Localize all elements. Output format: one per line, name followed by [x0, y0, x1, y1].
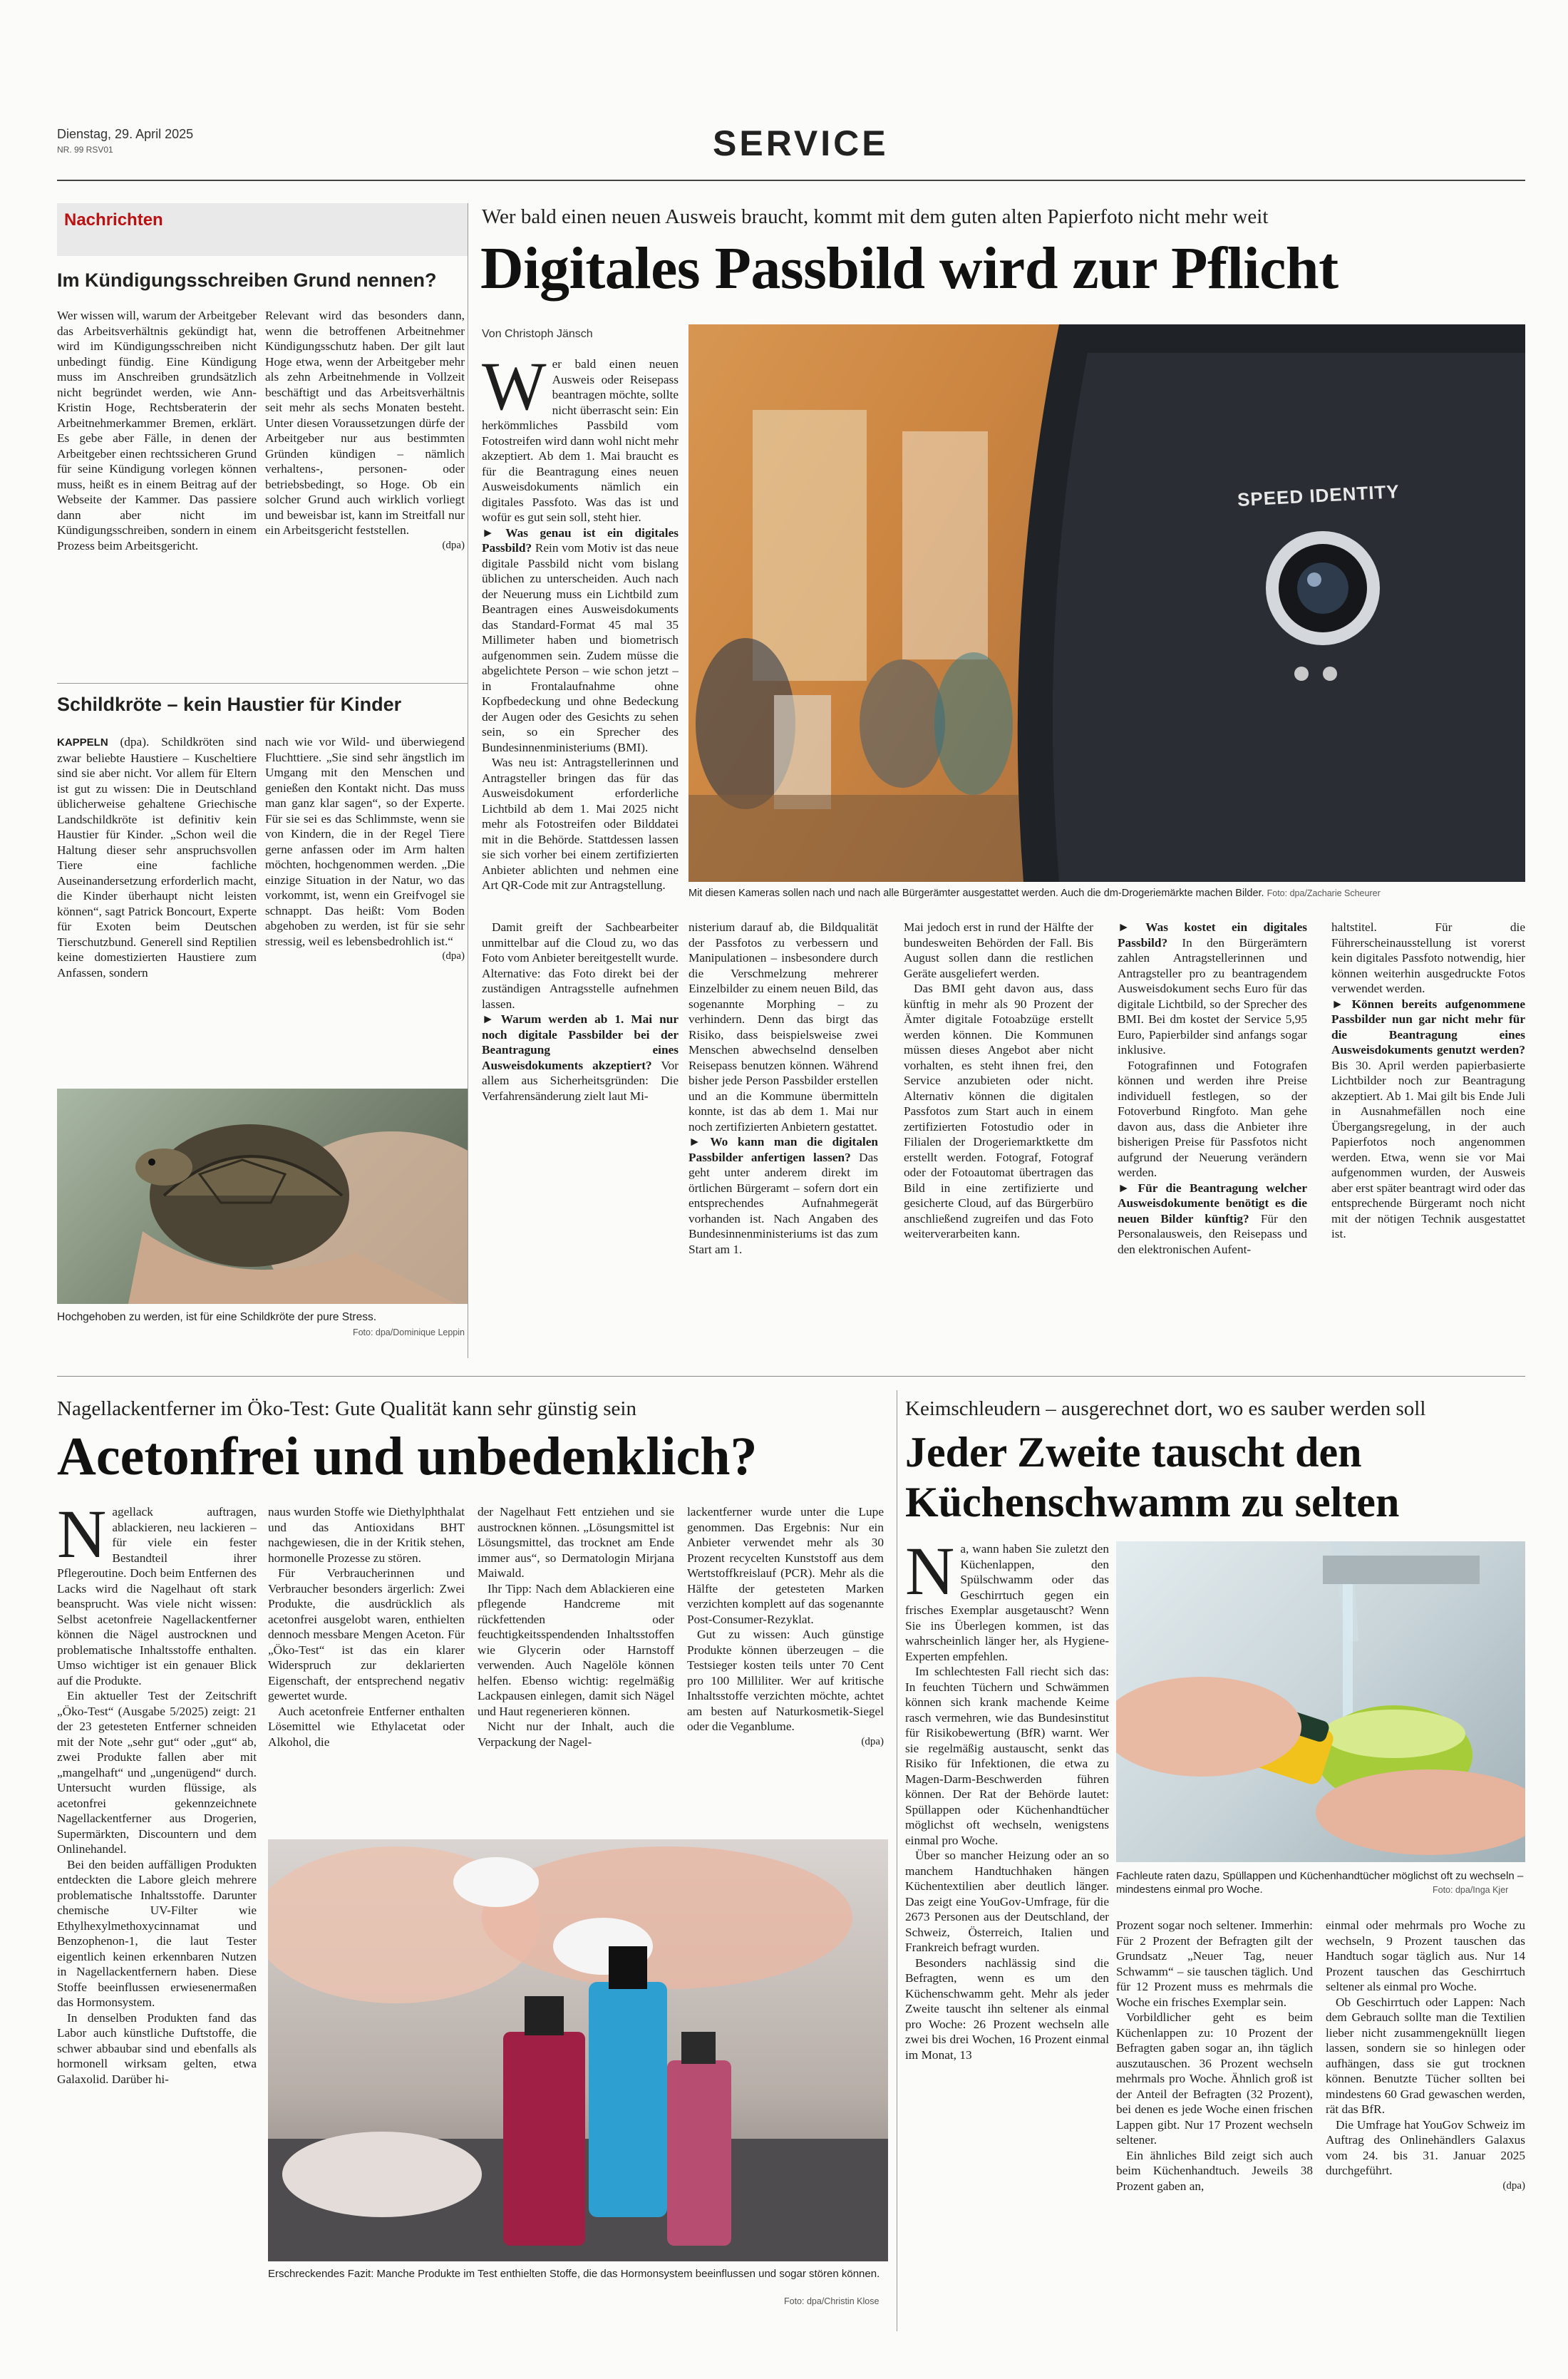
news1-col2: Relevant wird das besonders dann, wenn die betroffenen Arbeitnehmer Kündigungsschutz haben. Der gilt laut Hoge etwa, wenn der Arbeitgeber mehr als zehn Arbeitnehmende in Vollzeit beschäftigt und das Arbeitsverhältnis seit mehr als sechs Monaten besteht. Unter diesen Voraussetzungen dürfe der Arbeitgeber nur aus bestimmten Gründen kündigen – nämlich verhaltens-, personen- oder betriebsbedingt, so Hoge. Ob ein solcher Grund auch wirklich vorliegt und beweisbar ist, kann im Streitfall nur ein Arbeitsgericht feststellen. (dpa) — [265, 308, 465, 679]
sponge-tag: (dpa) — [1502, 2179, 1525, 2192]
news1-col1: Wer wissen will, warum der Arbeitgeber das Arbeitsverhältnis gekündigt hat, wird im Kündigungsschreiben nicht unbedingt fündig. Eine Kündigung muss im Anschreiben grundsätzlich nicht begründet werden, wie Ann-Kristin Hoge, Rechtsberaterin der Arbeitnehmerkammer Bremen, erklärt. Es gebe aber Fälle, in denen der Arbeitgeber einen rechtssicheren Grund für seine Kündigung vorlegen können muss, heißt es in einem Beitrag auf der Webseite der Kammer. Das passiere dann aber nicht im Kündigungsschreiben, sondern in einem Prozess beim Arbeitsgericht. — [57, 309, 257, 553]
lead-photo-credit: Foto: dpa/Zacharie Scheurer — [1267, 888, 1381, 898]
lead-dropcap: W — [482, 356, 547, 424]
lead-kicker: Wer bald einen neuen Ausweis braucht, kommt mit dem guten alten Papierfoto nicht mehr weit — [482, 205, 1269, 228]
kiosk-illustration — [688, 324, 1525, 882]
nail-col0: N agellack auftragen, ablackieren, neu lackieren – für viele ein fester Bestandteil ihrer Pflegeroutine. Doch beim Entfernen des Lacks wird die Nagelhaut oft stark beansprucht. Was viele nicht wissen: Selbst acetonfreie Nagellackentferner können die Nägel austrocknen und problematische Inhaltsstoffe enthalten. Umso wichtiger ist ein genauer Blick auf die Produkte. Ein aktueller Test der Zeitschrift „Öko-Test“ (Ausgabe 5/2025) zeigt: 21 der 23 getesteten Entferner schneiden mit der Note „sehr gut“ oder „gut“ ab, zwei Produkte fallen aber mit „mangelhaft“ und „ungenügend“ durch. Untersucht wurden flüssige, als acetonfrei gekennzeichnete Nagellackentferner aus Drogerien, Supermärkten, Discountern und dem Onlinehandel. Bei den beiden auffälligen Produkten entdeckten die Labore gleich mehrere problematische Inhaltsstoffe. Darunter chemische UV-Filter wie Ethylhexylmethoxycinnamat und Benzophenon-1, die laut Tester eigentlich keinen erkennbaren Nutzen in Nagellackentfernern haben. Diese Stoffe beeinflussen erwiesenermaßen das Hormonsystem. In denselben Produkten fand das Labor auch künstliche Duftstoffe, die schwer abbaubar sind und ebenfalls als hormonell wirksam gelten, etwa Galaxolid. Darüber hi- — [57, 1504, 257, 2086]
sponge-headline — [905, 1427, 1399, 1527]
nail-dropcap: N — [57, 1504, 107, 1572]
lead-col0-tail: Damit greift der Sachbearbeiter unmittelbar auf die Cloud zu, wo das Foto vom Anbieter bereitgestellt wurde. Alternative: das Foto direkt bei der zuständigen Antragsstelle aufnehmen lassen. ► Warum werden ab 1. Mai nur noch digitale Passbilder bei der Beantragung eines Ausweisdokuments akzeptiert? Vor allem aus Sicherheitsgründen: Die Verfahrensänderung zielt laut Mi- — [482, 920, 679, 1103]
lead-col2: Mai jedoch erst in rund der Hälfte der bundesweiten Behörden der Fall. Bis August sollen dann die restlichen Geräte ausgeliefert werden. Das BMI geht davon aus, dass künftig in mehr als 90 Prozent der Ämter digitale Fotoabzüge erstellt werden können. Die Kommunen müssen dieses Angebot aber nicht vorhalten, es steht ihnen frei, den Service anzubieten oder nicht. Alternativ können die digitalen Passfotos zum Start auch in einem zertifizierten Fotostudio oder in Filialen der Drogeriemarktkette dm erstellt werden. Fotograf, Fotograf oder der Fotoautomat übertragen das Bild in eine zertifizierte und gesicherte Cloud, auf das Bürgerbüro anschließend zugreifen und das Foto weiterverarbeiten kann. — [904, 920, 1093, 1240]
nail-kicker: Nagellackentferner im Öko-Test: Gute Qualität kann sehr günstig sein — [57, 1397, 636, 1420]
nail-credit: Foto: dpa/Christin Klose — [784, 2296, 880, 2306]
section-rule — [57, 1376, 1525, 1377]
news2-dateline: KAPPELN — [57, 736, 108, 749]
sponge-col2: einmal oder mehrmals pro Woche zu wechseln, 9 Prozent tauschen das Handtuch sogar täglich aus. Nur 14 Prozent tauschen das Geschirrtuch seltener als einmal pro Woche. Ob Geschirrtuch oder Lappen: Nach dem Gebrauch sollte man die Textilien lieber nicht zusammengeknüllt liegen lassen, sondern sie so hinlegen oder aufhängen, dass sie gut trocknen können. Benutzte Tücher sollten bei mindestens 60 Grad gewaschen werden, rät das BfR. Die Umfrage hat YouGov Schweiz im Auftrag des Onlinehändlers Galaxus vom 24. bis 31. Januar 2025 durchgeführt. (dpa) — [1326, 1918, 1525, 2345]
tortoise-caption: Hochgehoben zu werden, ist für eine Schildkröte der pure Stress. — [57, 1311, 377, 1323]
tortoise-illustration — [57, 1089, 468, 1304]
lead-byline: Von Christoph Jänsch — [482, 328, 593, 340]
section-title: SERVICE — [713, 123, 889, 163]
lead-q1: ► Was genau ist ein digitales Passbild? — [482, 525, 679, 555]
news-divider — [57, 683, 468, 684]
lead-col4: haltstitel. Für die Führerscheinausstellung ist vorerst kein digitales Passfoto notwendig, hier können weiterhin ausgedruckte Fotos verwendet werden. ► Können bereits aufgenommene Passbilder nun gar nicht mehr für die Beantragung eines Ausweisdokuments genutzt werden? Bis 30. April werden papierbasierte Lichtbilder noch zur Beantragung akzeptiert. Ab 1. Mai gilt bis Ende Juli in Ausnahmefällen noch eine Übergangsregelung, in der auch Papierfotos noch angenommen werden. Etwa, wenn sie vor Mai aufgenommen wurden, der Ausweis aber erst später beantragt wird oder das entsprechende Bürgeramt noch nicht mit der nötigen Technik ausgestattet ist. — [1331, 920, 1525, 1240]
header-issue: NR. 99 RSV01 — [57, 145, 113, 155]
nail-illustration — [268, 1839, 888, 2261]
lead-q4: ► Was kostet ein digitales Passbild? — [1118, 920, 1307, 950]
sponge-kicker: Keimschleudern – ausgerechnet dort, wo es sauber werden soll — [905, 1397, 1426, 1420]
news2-col2: nach wie vor Wild- und überwiegend Fluchttiere. „Sie sind sehr ängstlich im Umgang mit den Menschen und genießen den Kontakt nicht. Das muss man ganz klar sagen“, so der Experte. Für sie sei es das Schlimmste, wenn sie von Kindern, die in der Regel Tiere gerne anfassen oder im Arm halten möchten, hochgenommen werden. „Die einzige Situation in der Natur, wo das vorkommt, ist, wenn ein Greifvogel sie schnappt. Das heißt: Vom Boden abgehoben zu werden, ist für sie sehr stressig, weil es lebensbedrohlich ist.“ (dpa) — [265, 734, 465, 1082]
sponge-col0: N a, wann haben Sie zuletzt den Küchenlappen, den Spülschwamm oder das Geschirrtuch gegen ein frisches Exemplar ausgetauscht? Wenn Sie ins Überlegen kommen, ist das wahrscheinlich länger her, als Hygiene-Experten empfehlen. Im schlechtesten Fall riecht sich das: In feuchten Tüchern und Schwämmen können sich krank machende Keime rasch vermehren, wie das Bundesinstitut für Risikobewertung (BfR) warnt. Wer sie regelmäßig austauscht, senkt das Risiko für Infektionen, die etwa zu Magen-Darm-Beschwerden führen können. Der Rat der Behörde lautet: Spüllappen oder Küchenhandtücher möglichst oft wechseln, wenigstens einmal pro Woche. Über so mancher Heizung oder an so manchem Handtuchhaken hängen Küchentextilien aber deutlich länger. Das zeigt eine YouGov-Umfrage, für die 2673 Personen aus der Deutschland, der Schweiz, Österreich, Italien und Frankreich befragt wurden. Besonders nachlässig sind die Befragten, wenn es um den Küchenschwamm geht. Mehr als jeder Zweite tauscht ihn seltener als einmal pro Woche: 26 Prozent wechseln alle zwei bis drei Wochen, 16 Prozent einmal im Monat, 13 — [905, 1541, 1109, 2062]
news1-title: Im Kündigungsschreiben Grund nennen? — [57, 269, 437, 291]
tortoise-photo — [57, 1089, 468, 1304]
nail-col1: naus wurden Stoffe wie Diethylphthalat und das Antioxidans BHT nachgewiesen, die in der Kritik stehen, hormonelle Prozesse zu stören. Für Verbraucherinnen und Verbraucher besonders ärgerlich: Zwei Produkte, die ausdrücklich als acetonfrei ausgelobt waren, enthielten dennoch messbare Mengen Aceton. Für „Öko-Test“ ist das ein klarer Widerspruch zur deklarierten Eigenschaft, der entsprechend negativ gewertet wurde. Auch acetonfreie Entferner enthalten Lösemittel wie Ethylacetat oder Alkohol, die — [268, 1505, 465, 1749]
news2-col1: KAPPELN (dpa). Schildkröten sind zwar beliebte Haustiere – Kuscheltiere sind sie aber nicht. Vor allem für Eltern ist gut zu wissen: Die in Deutschland üblicherweise gehaltene Griechische Landschildkröte ist definitiv kein Haustier für Kinder. „Schon weil die Haltung dieser sehr anspruchsvollen Tiere eine fachliche Auseinandersetzung erforderlich macht, die Kinder überhaupt nicht leisten können“, sagt Patrick Boncourt, Experte für Exoten beim Deutschen Tierschutzbund. Generell sind Reptilien keine domestizierten Haustiere zum Anfassen, sondern — [57, 735, 257, 980]
sponge-credit: Foto: dpa/Inga Kjer — [1433, 1885, 1509, 1895]
lead-col3: ► Was kostet ein digitales Passbild? In den Bürgerämtern zahlen Antragstellerinnen und Antragsteller pro zu beantragendem Ausweisdokument sechs Euro für das digitale Lichtbild, so der Sprecher des BMI. Bei dm kostet der Service 5,95 Euro, Papierbilder sind anfangs sogar inklusive. Fotografinnen und Fotografen können und werden ihre Preise individuell festlegen, so der Fotoverbund Ringfoto. Man gehe davon aus, dass die Anbieter ihre bisherigen Preise für Passfotos nicht aufgrund der Neuerung verändern werden. ► Für die Beantragung welcher Ausweisdokumente benötigt es die neuen Bilder künftig? Für den Personalausweis, den Reisepass und den elektronischen Aufent- — [1118, 920, 1307, 1256]
lead-q5: ► Für die Beantragung welcher Ausweisdokumente benötigt es die neuen Bilder künftig? — [1118, 1181, 1307, 1226]
lead-photo-caption — [688, 887, 1525, 900]
lead-q3: ► Wo kann man die digitalen Passbilder anfertigen lassen? — [688, 1135, 878, 1164]
lead-col1: nisterium darauf ab, die Bildqualität der Passfotos zu verbessern und Manipulationen – insbesondere durch die Verschmelzung mehrerer Einzelbilder zu einem neuen Bild, das sogenannte Morphing – zu verhindern. Denn das birgt das Risiko, dass beispielsweise zwei Menschen abwechselnd denselben Reisepass benutzen können. Während bisher jede Person Passbilder erstellen und an die Kommune übermitteln konnte, ist das ab dem 1. Mai nur noch zertifizierten Anbietern gestattet. ► Wo kann man die digitalen Passbilder anfertigen lassen? Das geht unter anderem direkt im örtlichen Bürgeramt – sofern dort ein entsprechendes Aufnahmegerät vorhanden ist. Nach Angaben des Bundesinnenministeriums ist das zum Start am 1. — [688, 920, 878, 1256]
header-date: Dienstag, 29. April 2025 — [57, 127, 194, 141]
lead-col0: W er bald einen neuen Ausweis oder Reisepass beantragen möchte, sollte nicht überrascht sein: Ein herkömmliches Passbild vom Fotostreifen wird dann wohl nicht mehr akzeptiert. Ab dem 1. Mai braucht es für die Beantragung eines neuen Ausweisdokuments nämlich ein digitales Passfoto. Was das ist und wofür es gut sein soll, steht hier. ► Was genau ist ein digitales Passbild? Rein vom Motiv ist das neue digitale Passbild nicht vom bislang üblichen zu unterscheiden. Auch nach der Neuerung muss ein Lichtbild zum Beantragen eines Ausweisdokuments das Standard-Format 45 mal 35 Millimeter haben und biometrisch aufgenommen sein. Zudem müsse die abgelichtete Person – wie schon jetzt – in Frontalaufnahme ohne Kopfbedeckung und ohne Bedeckung der Augen oder des Gesichts zu sehen sein, so ein Sprecher des Bundesinnenministeriums (BMI). Was neu ist: Antragstellerinnen und Antragsteller bringen das für das Ausweisdokument erforderliche Lichtbild ab dem 1. Mai 2025 nicht mehr als Fotostreifen oder Bilddatei mit in die Behörde. Stattdessen lassen sie sich vorher bei einem zertifizierten Anbieter ablichten und nehmen eine Art QR-Code mit zur Antragstellung. — [482, 356, 679, 892]
sponge-caption: Fachleute raten dazu, Spüllappen und Küchenhandtücher möglichst oft zu wechseln – mindestens einmal pro Woche. — [1116, 1870, 1524, 1896]
nail-headline: Acetonfrei und unbedenklich? — [57, 1427, 758, 1486]
sponge-illustration — [1116, 1541, 1525, 1862]
news-label: Nachrichten — [64, 210, 163, 230]
news2-tag: (dpa) — [442, 950, 465, 962]
nail-tag: (dpa) — [861, 1735, 884, 1747]
lead-caption-text: Mit diesen Kameras sollen nach und nach alle Bürgerämter ausgestattet werden. Auch die dm-Drogeriemärkte machen Bilder. — [688, 888, 1264, 899]
header-rule — [57, 180, 1525, 181]
nail-col2: der Nagelhaut Fett entziehen und sie austrocknen können. „Lösungsmittel ist Lösungsmittel, das trocknet am Ende immer aus“, so Dermatologin Mirjana Maiwald. Ihr Tipp: Nach dem Ablackieren eine pflegende Handcreme mit rückfettenden oder feuchtigkeitsspendenden Inhaltsstoffen wie Glycerin oder Harnstoff verwenden. Auch Nagelöle können helfen. Ebenso wichtig: regelmäßig Lackpausen einlegen, damit sich Nägel und Haut regenerieren können. Nicht nur der Inhalt, auch die Verpackung der Nagel- — [478, 1505, 674, 1749]
news2-title: Schildkröte – kein Haustier für Kinder — [57, 694, 402, 715]
kiosk-brand-label: SPEED IDENTITY — [1237, 481, 1401, 510]
lead-q6: ► Können bereits aufgenommene Passbilder nun gar nicht mehr für die Beantragung eines Ausweisdokuments genutzt werden? — [1331, 997, 1525, 1057]
news1-tag: (dpa) — [442, 539, 465, 551]
lead-q2: ► Warum werden ab 1. Mai nur noch digitale Passbilder bei der Beantragung eines Ausweisdokuments akzeptiert? — [482, 1012, 679, 1072]
sponge-headline-line2: Küchenschwamm zu selten — [905, 1479, 1400, 1526]
lead-headline: Digitales Passbild wird zur Pflicht — [480, 235, 1339, 302]
sponge-col1: Prozent sogar noch seltener. Immerhin: Für 2 Prozent der Befragten gilt der Grundsatz „Neuer Tag, neuer Schwamm“ – sie tauschen täglich. Und für 12 Prozent muss es mehrmals die Woche ein frisches Exemplar sein. Vorbildlicher geht es beim Küchenlappen zu: 10 Prozent der Befragten gaben sogar an, ihn täglich auszutauschen. 36 Prozent wechseln mehrmals pro Woche. Ähnlich groß ist der Anteil der Befragten (32 Prozent), bei denen es jede Woche einen frischen Lappen gibt. Nur 17 Prozent wechseln seltener. Ein ähnliches Bild zeigt sich auch beim Küchenhandtuch. Jeweils 38 Prozent gaben an, — [1116, 1918, 1313, 2193]
passport-kiosk-photo — [688, 324, 1525, 882]
tortoise-credit: Foto: dpa/Dominique Leppin — [352, 1327, 465, 1337]
sponge-headline-line1: Jeder Zweite tauscht den — [905, 1429, 1362, 1476]
nail-col3: lackentferner wurde unter die Lupe genommen. Das Ergebnis: Nur ein Anbieter verwendet mehr als 30 Prozent recycelten Kunststoff aus dem Wertstoffkreislauf (PCR). Mehr als die Hälfte der getesteten Marken verzichten komplett auf das sogenannte Post-Consumer-Rezyklat. Gut zu wissen: Auch günstige Produkte können überzeugen – die Testsieger kosten teils unter 70 Cent pro 100 Milliliter. Wer auf kritische Inhaltsstoffe verzichten möchte, achtet am besten auf Naturkosmetik-Siegel oder die Veganblume. (dpa) — [687, 1504, 884, 1825]
nail-caption: Erschreckendes Fazit: Manche Produkte im Test enthielten Stoffe, die das Hormonsystem beeinflussen und sogar stören können. — [268, 2268, 880, 2280]
nail-remover-photo — [268, 1839, 888, 2261]
sponge-dropcap: N — [905, 1541, 955, 1609]
sponge-photo — [1116, 1541, 1525, 1862]
news-label-box — [57, 203, 468, 256]
